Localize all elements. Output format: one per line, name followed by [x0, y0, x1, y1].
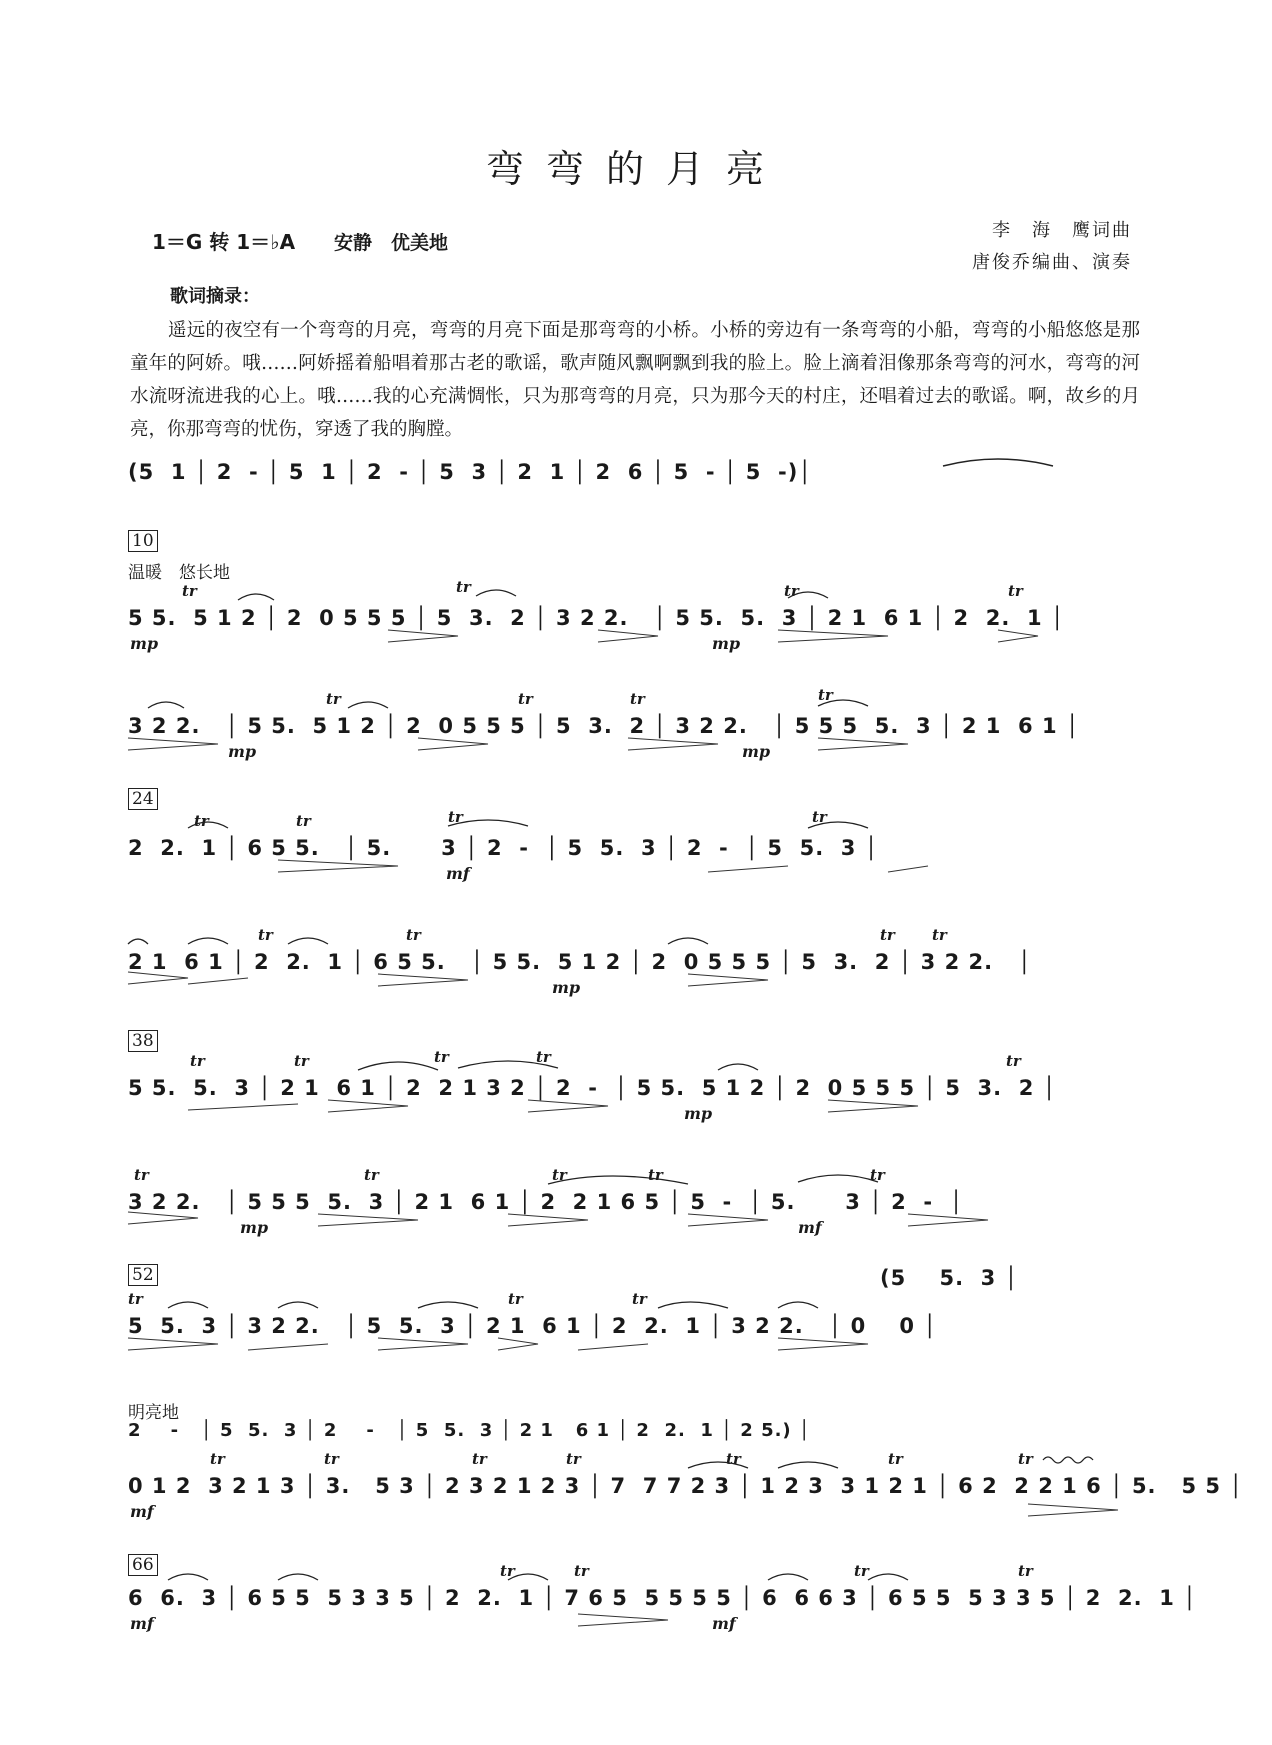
rehearsal-mark-66: 66 — [128, 1554, 158, 1576]
trill-mark: tr — [888, 1450, 903, 1468]
slurs-and-hairpins — [128, 926, 1134, 1006]
notation-line: 5 5. 3 │ 3 2 2. │ 5 5. 3 │ 2 1 6 1 │ 2 2. 1 │ 3 2 2. │ 0 0 │ — [128, 1314, 937, 1338]
trill-mark: tr — [210, 1450, 225, 1468]
notation-line: (5 1 │ 2 - │ 5 1 │ 2 - │ 5 3 │ 2 1 │ 2 6 │ 5 - │ 5 -)│ — [128, 460, 812, 484]
slurs-and-hairpins — [128, 1540, 1197, 1660]
score-system-17 — [128, 686, 1134, 770]
notation-line: 2 1 6 1 │ 2 2. 1 │ 6 5 5. │ 5 5. 5 1 2 │ 2 0 5 5 5 │ 5 3. 2 │ 3 2 2. │ — [128, 950, 1032, 974]
trill-mark: tr — [294, 1052, 309, 1070]
page-title: 弯弯的月亮 — [485, 147, 786, 191]
dynamic-mf: mf — [712, 1614, 736, 1633]
trill-mark: tr — [296, 812, 311, 830]
dynamic-mp: mp — [130, 634, 159, 653]
trill-mark: tr — [194, 812, 209, 830]
trill-mark: tr — [566, 1450, 581, 1468]
dynamic-mf: mf — [798, 1218, 822, 1237]
dynamic-mp: mp — [240, 1218, 269, 1237]
expression-marking: 温暖 悠长地 — [128, 563, 230, 583]
accompaniment-line: (5 5. 3 │ — [880, 1266, 1019, 1290]
notation-line: 6 6. 3 │ 6 5 5 5 3 3 5 │ 2 2. 1 │ 7 6 5 5 5 5 5 │ 6 6 6 3 │ 6 5 5 5 3 3 5 │ 2 2. 1 │ — [128, 1586, 1197, 1610]
trill-mark: tr — [870, 1166, 885, 1184]
trill-mark: tr — [448, 808, 463, 826]
notation-line: 0 1 2 3 2 1 3 │ 3. 5 3 │ 2 3 2 1 2 3 │ 7 7 7 2 3 │ 1 2 3 3 1 2 1 │ 6 2 2 2 1 6 │ 5. 5 5 │ — [128, 1474, 1243, 1498]
dynamic-mp: mp — [684, 1104, 713, 1123]
trill-mark: tr — [472, 1450, 487, 1468]
dynamic-mp: mp — [712, 634, 741, 653]
slurs-and-hairpins — [128, 1254, 1134, 1374]
trill-mark: tr — [134, 1166, 149, 1184]
key-signature: 1＝G 转 1＝♭A — [152, 230, 296, 254]
trill-mark: tr — [784, 582, 799, 600]
notation-line: 3 2 2. │ 5 5 5 5. 3 │ 2 1 6 1 │ 2 2 1 6 5 │ 5 - │ 5. 3 │ 2 - │ — [128, 1190, 964, 1214]
lyrics-text: 遥远的夜空有一个弯弯的月亮，弯弯的月亮下面是那弯弯的小桥。小桥的旁边有一条弯弯的小船，弯弯的小船悠悠是那童年的阿娇。哦……阿娇摇着船唱着那古老的歌谣，歌声随风飘啊飘到我的脸上。脸上滴着泪像那条弯弯的河水，弯弯的河水流呀流进我的心上。哦……我的心充满惆怅，只为那弯弯的月亮，只为那今天的村庄，还唱着过去的歌谣。啊，故乡的月亮，你那弯弯的忧伤，穿透了我的胸膛。 — [130, 320, 1140, 440]
score-system-38 — [128, 1048, 1134, 1132]
score-system-intro — [128, 460, 1134, 540]
trill-mark: tr — [508, 1290, 523, 1308]
dynamic-mf: mf — [130, 1614, 154, 1633]
slurs-and-hairpins — [128, 1166, 1134, 1246]
notation-line: 3 2 2. │ 5 5. 5 1 2 │ 2 0 5 5 5 │ 5 3. 2 │ 3 2 2. │ 5 5 5 5. 3 │ 2 1 6 1 │ — [128, 714, 1080, 738]
score-system-52 — [128, 1254, 1134, 1338]
dynamic-mp: mp — [228, 742, 257, 761]
dynamic-mp: mp — [552, 978, 581, 997]
lyrics-heading: 歌词摘录： — [170, 286, 260, 307]
trill-mark: tr — [536, 1048, 551, 1066]
trill-mark: tr — [518, 690, 533, 708]
slurs-and-hairpins — [128, 1052, 1134, 1132]
notation-line: 2 2. 1 │ 6 5 5. │ 5. 3 │ 2 - │ 5 5. 3 │ 2 - │ 5 5. 3 │ — [128, 836, 879, 860]
trill-mark: tr — [1006, 1052, 1021, 1070]
trill-mark: tr — [812, 808, 827, 826]
rehearsal-mark-24: 24 — [128, 788, 158, 810]
trill-mark: tr — [324, 1450, 339, 1468]
trill-mark: tr — [632, 1290, 647, 1308]
trill-mark: tr — [1018, 1562, 1033, 1580]
trill-mark: tr — [500, 1562, 515, 1580]
score-system-45 — [128, 1166, 1134, 1246]
trill-mark: tr — [854, 1562, 869, 1580]
accompaniment-line: 2 - │ 5 5. 3 │ 2 - │ 5 5. 3 │ 2 1 6 1 │ 2 2. 1 │ 2 5.) │ — [128, 1420, 811, 1441]
trill-mark: tr — [574, 1562, 589, 1580]
dynamic-mf: mf — [446, 864, 470, 883]
trill-mark: tr — [434, 1048, 449, 1066]
score-system-31 — [128, 926, 1134, 1006]
trill-mark: tr — [190, 1052, 205, 1070]
score-system-10 — [128, 578, 1134, 662]
trill-mark: tr — [406, 926, 421, 944]
trill-mark: tr — [880, 926, 895, 944]
rehearsal-mark-52: 52 — [128, 1264, 158, 1286]
trill-mark: tr — [258, 926, 273, 944]
composer-credit: 李 海 鹰词曲 — [992, 220, 1132, 241]
trill-mark: tr — [726, 1450, 741, 1468]
slurs-and-hairpins — [128, 690, 1134, 770]
rehearsal-mark-38: 38 — [128, 1030, 158, 1052]
arranger-credit: 唐俊乔编曲、演奏 — [972, 252, 1132, 273]
rehearsal-mark-10: 10 — [128, 530, 158, 552]
dynamic-mf: mf — [130, 1502, 154, 1521]
trill-mark: tr — [932, 926, 947, 944]
trill-mark: tr — [456, 578, 471, 596]
dynamic-mp: mp — [742, 742, 771, 761]
trill-mark: tr — [1018, 1450, 1033, 1468]
trill-mark: tr — [326, 690, 341, 708]
trill-mark: tr — [630, 690, 645, 708]
notation-line: 5 5. 5. 3 │ 2 1 6 1 │ 2 2 1 3 2 │ 2 - │ 5 5. 5 1 2 │ 2 0 5 5 5 │ 5 3. 2 │ — [128, 1076, 1057, 1100]
notation-line: 5 5. 5 1 2 │ 2 0 5 5 5 │ 5 3. 2 │ 3 2 2. │ 5 5. 5. 3 │ 2 1 6 1 │ 2 2. 1 │ — [128, 606, 1065, 630]
slurs-and-hairpins — [128, 812, 1134, 892]
slurs-and-hairpins — [128, 1420, 1243, 1540]
trill-mark: tr — [648, 1166, 663, 1184]
score-system-24 — [128, 808, 1134, 892]
trill-mark: tr — [128, 1290, 143, 1308]
trill-mark: tr — [552, 1166, 567, 1184]
trill-mark: tr — [818, 686, 833, 704]
trill-mark: tr — [1008, 582, 1023, 600]
slurs-and-hairpins — [128, 582, 1134, 662]
expression-marking: 明亮地 — [128, 1403, 179, 1423]
score-system-66 — [128, 1540, 1197, 1633]
score-system-59 — [128, 1420, 1243, 1521]
trill-mark: tr — [364, 1166, 379, 1184]
phrase-slur — [128, 460, 1134, 500]
trill-mark: tr — [182, 582, 197, 600]
tempo-marking: 安静 优美地 — [334, 232, 449, 254]
